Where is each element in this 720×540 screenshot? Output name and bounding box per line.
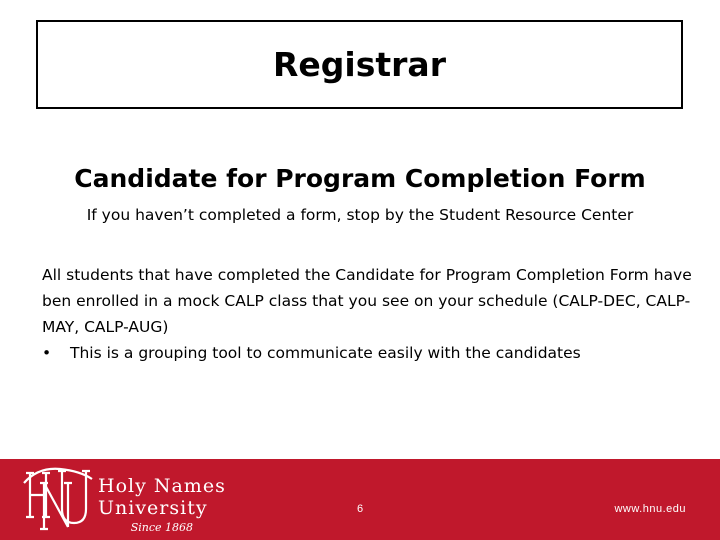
- body-paragraph: All students that have completed the Candidate for Program Completion Form have ben enrolled in a mock CALP class that you see on your schedule (CALP-DEC, CALP-MAY, CALP-AUG): [42, 266, 692, 336]
- bullet-dot: •: [42, 344, 52, 362]
- logo-since: Since 1868: [130, 521, 194, 534]
- page-number: 6: [356, 503, 364, 515]
- hnu-monogram-icon: [20, 465, 94, 537]
- bullet-item: [42, 340, 692, 366]
- logo-wordmark: [98, 475, 226, 534]
- university-logo: [20, 465, 240, 537]
- form-heading: Candidate for Program Completion Form: [74, 164, 646, 193]
- footer-bar: [0, 459, 720, 540]
- form-subheading: If you haven’t completed a form, stop by the Student Resource Center: [86, 206, 634, 224]
- title-box: [36, 20, 683, 109]
- bullet-text: This is a grouping tool to communicate easily with the candidates: [70, 344, 581, 362]
- slide-title: Registrar: [273, 45, 446, 84]
- website-url: www.hnu.edu: [614, 503, 686, 515]
- logo-line-2: University: [98, 497, 208, 519]
- logo-line-1: Holy Names: [98, 475, 226, 497]
